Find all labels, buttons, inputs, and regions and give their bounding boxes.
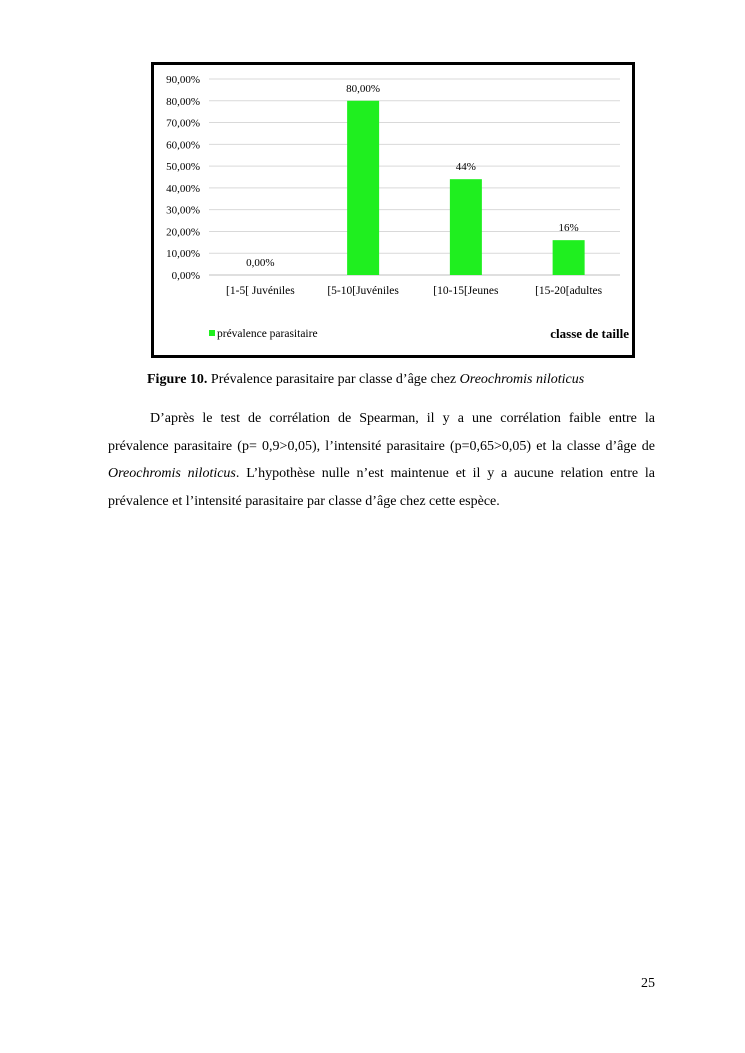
page-number: 25 xyxy=(641,976,655,991)
bar xyxy=(347,101,379,275)
figure-caption xyxy=(147,372,584,388)
data-label: 0,00% xyxy=(246,257,275,269)
y-axis-ticks xyxy=(166,74,200,282)
x-tick-label: [15-20[adultes xyxy=(535,285,603,297)
x-axis-title: classe de taille xyxy=(550,326,629,341)
legend-label: prévalence parasitaire xyxy=(217,328,318,340)
y-tick-label: 60,00% xyxy=(166,139,200,152)
figure-label: Figure 10. xyxy=(147,372,208,387)
figure-caption-text: Prévalence parasitaire par classe d’âge chez xyxy=(207,372,460,387)
y-tick-label: 0,00% xyxy=(171,270,200,282)
y-tick-label: 70,00% xyxy=(166,117,200,130)
y-tick-label: 50,00% xyxy=(166,161,200,174)
legend-swatch xyxy=(209,330,215,336)
data-label: 80,00% xyxy=(346,82,381,95)
paragraph-part2: . L’hypothèse nulle n’est maintenue et il y a aucune relation entre la prévalence et l’intensité parasitaire par classe d’âge chez cette espèce. xyxy=(108,466,655,509)
y-tick-label: 40,00% xyxy=(166,182,200,195)
x-tick-label: [10-15[Jeunes xyxy=(433,285,499,297)
y-tick-label: 80,00% xyxy=(166,95,200,108)
x-axis-ticks xyxy=(226,285,603,297)
data-labels xyxy=(246,83,579,269)
paragraph-species: Oreochromis niloticus xyxy=(108,466,236,481)
y-tick-label: 30,00% xyxy=(166,204,200,217)
prevalence-bar-chart xyxy=(154,65,632,355)
y-tick-label: 20,00% xyxy=(166,226,200,239)
legend xyxy=(209,328,318,340)
figure-caption-species: Oreochromis niloticus xyxy=(459,372,585,387)
bar xyxy=(553,240,585,275)
data-label: 16% xyxy=(558,222,579,235)
chart-frame xyxy=(151,62,635,358)
paragraph-part1: D’après le test de corrélation de Spearman, il y a une corrélation faible entre la prévalence parasitaire (p= 0,9>0,05), l’intensité parasitaire (p=0,65>0,05) et la classe d’âge de xyxy=(108,411,655,454)
x-tick-label: [5-10[Juvéniles xyxy=(327,285,399,297)
y-tick-label: 90,00% xyxy=(166,74,200,86)
y-tick-label: 10,00% xyxy=(166,248,200,261)
x-tick-label: [1-5[ Juvéniles xyxy=(226,285,295,297)
data-label: 44% xyxy=(455,161,476,174)
bar xyxy=(450,179,482,275)
body-paragraph xyxy=(108,405,655,515)
